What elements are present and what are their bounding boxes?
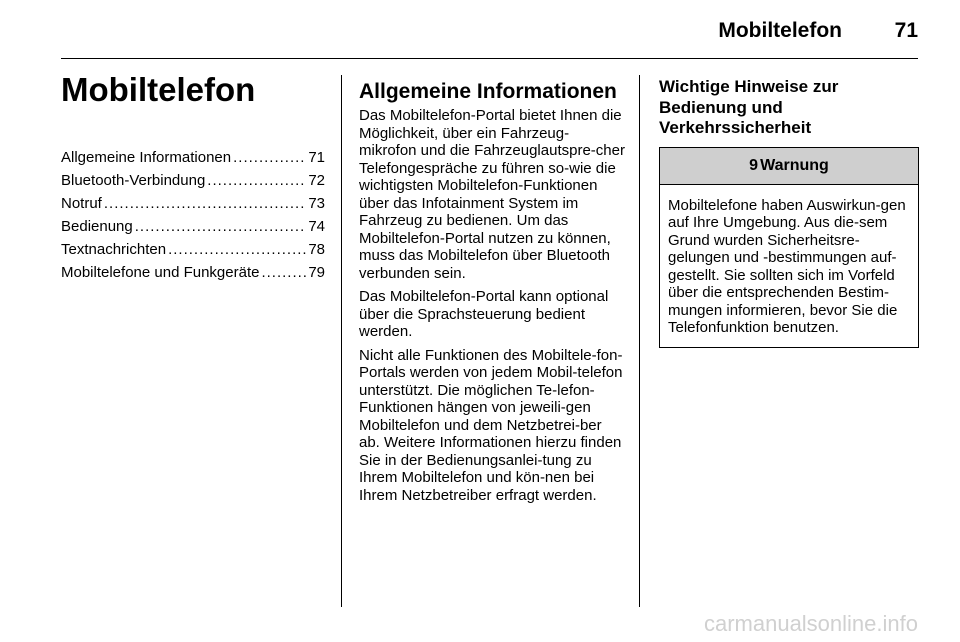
toc-entry[interactable] (61, 238, 325, 261)
toc-leader (135, 215, 307, 238)
warning-label: Warnung (760, 156, 829, 174)
chapter-title: Mobiltelefon (61, 71, 256, 108)
toc-entry[interactable] (61, 215, 325, 238)
warning-box (659, 147, 919, 348)
toc-leader (207, 169, 306, 192)
toc-page: 71 (308, 149, 325, 166)
toc-leader (233, 146, 306, 169)
toc-entry[interactable] (61, 146, 325, 169)
running-header-title: Mobiltelefon (718, 19, 842, 42)
toc-label: Mobiltelefone und Funkgeräte (61, 264, 260, 281)
toc-page: 73 (308, 195, 325, 212)
warning-triangle-icon: 9 (749, 156, 759, 174)
toc-page: 72 (308, 172, 325, 189)
toc-page: 74 (308, 218, 325, 235)
warning-header (660, 148, 918, 185)
chapter-column (61, 70, 325, 284)
toc-label: Allgemeine Informationen (61, 149, 232, 166)
header-rule (61, 58, 918, 59)
toc-leader (261, 261, 306, 284)
section-title: Allgemeine Informationen (359, 80, 617, 103)
body-paragraph: Das Mobiltelefon-Portal bietet Ihnen die Möglichkeit, über ein Fahrzeug-mikrofon und die Fahrzeuglautspre-cher Telefongespräche zu führen so-wie die wichtigsten Mobiltelefon-Funktionen über das Infotainment System im Fahrzeug zu bedienen. Um das Mobiltelefon-Portal nutzen zu können, muss das Mobiltelefon über Bluetooth verbunden sein. (359, 107, 625, 282)
toc-label: Notruf (61, 195, 102, 212)
page-number: 71 (894, 19, 918, 42)
toc-label: Textnachrichten (61, 241, 167, 258)
toc-page: 78 (308, 241, 325, 258)
footer-watermark: carmanualsonline.info (703, 611, 918, 636)
body-paragraph: Nicht alle Funktionen des Mobiltele-fon-Portals werden von jedem Mobil-telefon unterstützt. Die möglichen Te-lefon-Funktionen hängen von jeweili-gen Mobiltelefon und dem Netzbetrei-ber ab. Weitere Informationen hierzu finden Sie in der Bedienungsanlei-tung zu Ihrem Mobiltelefon und kön-nen bei Ihrem Netzbetreiber erfragt werden. (359, 346, 623, 504)
toc-leader (168, 238, 306, 261)
table-of-contents (61, 146, 325, 284)
column-divider-left (341, 75, 342, 607)
notes-column (659, 77, 919, 348)
toc-label: Bedienung (61, 218, 133, 235)
toc-page: 79 (308, 264, 325, 281)
column-divider-right (639, 75, 640, 607)
toc-label: Bluetooth-Verbindung (61, 172, 206, 189)
toc-leader (104, 192, 306, 215)
toc-entry[interactable] (61, 169, 325, 192)
subsection-title: Wichtige Hinweise zur Bedienung und Verkehrssicherheit (659, 77, 839, 137)
toc-entry[interactable] (61, 192, 325, 215)
section-column (359, 80, 625, 510)
warning-text: Mobiltelefone haben Auswirkun-gen auf Ihre Umgebung. Aus die-sem Grund wurden Sicherheitsre-gelungen und -bestimmungen auf-gestellt. Sie sollten sich im Vorfeld über die entsprechenden Bestim-mungen informieren, bevor Sie die Telefonfunktion benutzen. (668, 196, 906, 336)
body-paragraph: Das Mobiltelefon-Portal kann optional über die Sprachsteuerung bedient werden. (359, 288, 609, 340)
toc-entry[interactable] (61, 261, 325, 284)
